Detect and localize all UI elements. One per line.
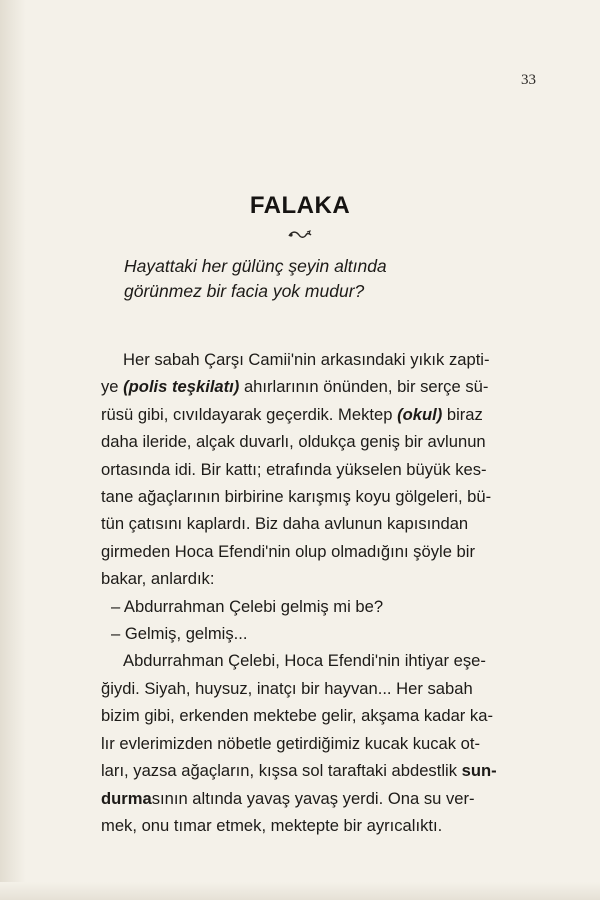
text-line: Her sabah Çarşı Camii'nin arkasındaki yıkık zapti- [123, 350, 490, 369]
chapter-title: FALAKA [249, 192, 351, 219]
emphasis-text: (polis teşkilatı) [123, 377, 240, 397]
text-line: lır evlerimizden nöbetle getirdiğimiz kucak kucak ot- [101, 733, 481, 753]
epigraph-line-2: görünmez bir facia yok mudur? [124, 281, 365, 301]
text-line: ortasında idi. Bir kattı; etrafında yükselen büyük kes- [101, 459, 487, 479]
fleuron-icon [287, 229, 313, 241]
text-fragment: biraz [442, 404, 483, 424]
epigraph [124, 254, 484, 304]
text-line [101, 373, 501, 400]
page-bottom-edge [0, 882, 600, 900]
text-fragment: ye [101, 377, 124, 397]
bold-term: sun- [461, 761, 497, 781]
text-line [101, 785, 501, 812]
text-line [101, 401, 501, 428]
emphasis-text: (okul) [397, 404, 443, 424]
dialog-line: – Gelmiş, gelmiş... [111, 624, 248, 644]
bold-term: durma [101, 788, 152, 808]
text-line: daha ileride, alçak duvarlı, oldukça geniş bir avlunun [101, 432, 486, 452]
text-fragment: sının altında yavaş yavaş yerdi. Ona su ver- [151, 788, 475, 808]
dialog-line: – Abdurrahman Çelebi gelmiş mi be? [111, 596, 384, 616]
text-line: bizim gibi, erkenden mektebe gelir, akşama kadar ka- [101, 706, 493, 726]
text-line [101, 757, 501, 784]
text-line: girmeden Hoca Efendi'nin olup olmadığını şöyle bir [101, 541, 475, 561]
text-line: mek, onu tımar etmek, mektepte bir ayrıcalıktı. [101, 815, 443, 835]
text-line: tane ağaçlarının birbirine karışmış koyu gölgeleri, bü- [101, 487, 492, 507]
text-line: ğiydi. Siyah, huysuz, inatçı bir hayvan... Her sabah [101, 678, 473, 698]
text-fragment: ları, yazsa ağaçların, kışsa sol taraftaki abdestlik [101, 761, 462, 781]
text-fragment: rüsü gibi, cıvıldayarak geçerdik. Mektep [101, 404, 398, 424]
page-number: 33 [521, 72, 536, 88]
book-gutter-shadow [0, 0, 26, 900]
epigraph-line-1: Hayattaki her gülünç şeyin altında [124, 256, 387, 276]
text-line: Abdurrahman Çelebi, Hoca Efendi'nin ihtiyar eşe- [123, 651, 486, 671]
text-line: tün çatısını kaplardı. Biz daha avlunun kapısından [101, 514, 469, 534]
body-text [101, 346, 501, 839]
text-fragment: ahırlarının önünden, bir serçe sü- [239, 377, 489, 397]
text-line: bakar, anlardık: [101, 569, 215, 589]
